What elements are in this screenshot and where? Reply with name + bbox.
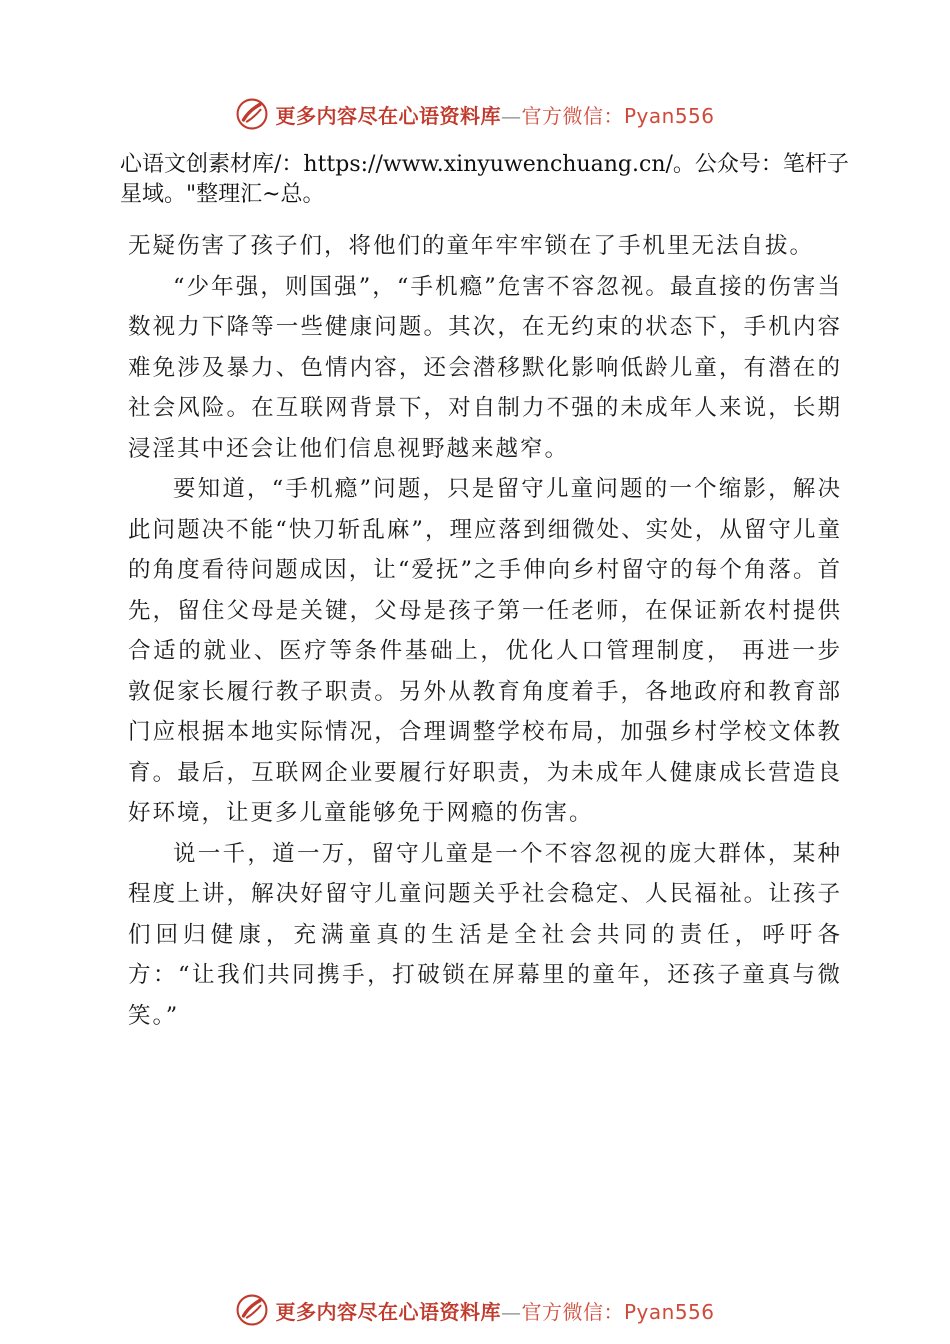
header-banner-inner [235,97,714,131]
header-banner-id: Pyan556 [623,103,715,128]
brush-seal-logo-icon [235,97,269,131]
footer-banner-main: 更多内容尽在心语资料库 [275,1299,501,1324]
paragraph-3: 要知道，“手机瘾”问题，只是留守儿童问题的一个缩影，解决此问题决不能“快刀斩乱麻”，理应落到细微处、实处，从留守儿童的角度看待问题成因，让“爱抚”之手伸向乡村留守的每个角落。首先，留住父母是关键，父母是孩子第一任老师，在保证新农村提供合适的就业、医疗等条件基础上，优化人口管理制度， 再进一步敦促家长履行教子职责。另外从教育角度着手，各地政府和教育部门应根据本地实际情况，合理调整学校布局，加强乡村学校文体教育。最后，互联网企业要履行好职责，为未成年人健康成长营造良好环境，让更多儿童能够免于网瘾的伤害。 [128,476,842,826]
header-banner-main: 更多内容尽在心语资料库 [275,103,501,128]
document-body [128,226,842,1036]
paragraph-4: 说一千，道一万，留守儿童是一个不容忽视的庞大群体，某种程度上讲，解决好留守儿童问题关乎社会稳定、人民福祉。让孩子们回归健康，充满童真的生活是全社会共同的责任，呼吁各方：“让我们共同携手，打破锁在屏幕里的童年，还孩子童真与微笑。” [128,840,842,1029]
footer-banner-separator: — [500,1299,522,1324]
header-banner-text [275,100,714,129]
header-banner-separator: — [500,103,522,128]
paragraph-2: “少年强，则国强”，“手机瘾”危害不容忽视。最直接的伤害当数视力下降等一些健康问题。其次，在无约束的状态下，手机内容难免涉及暴力、色情内容，还会潜移默化影响低龄儿童，有潜在的社会风险。在互联网背景下，对自制力不强的未成年人来说，长期浸淫其中还会让他们信息视野越来越窄。 [128,273,842,462]
brush-seal-logo-icon [235,1293,269,1327]
footer-banner-id: Pyan556 [623,1299,715,1324]
header-banner-tail: 官方微信： [521,103,624,128]
footer-banner-tail: 官方微信： [521,1299,624,1324]
header-banner [0,94,950,134]
footer-banner-inner [235,1293,714,1327]
footer-banner-text [275,1296,714,1325]
footer-banner [0,1290,950,1330]
source-note: 心语文创素材库/：https://www.xinyuwenchuang.cn/。公众号：笔杆子星域。"整理汇~总。 [120,152,849,207]
paragraph-1: 无疑伤害了孩子们，将他们的童年牢牢锁在了手机里无法自拔。 [128,233,815,259]
